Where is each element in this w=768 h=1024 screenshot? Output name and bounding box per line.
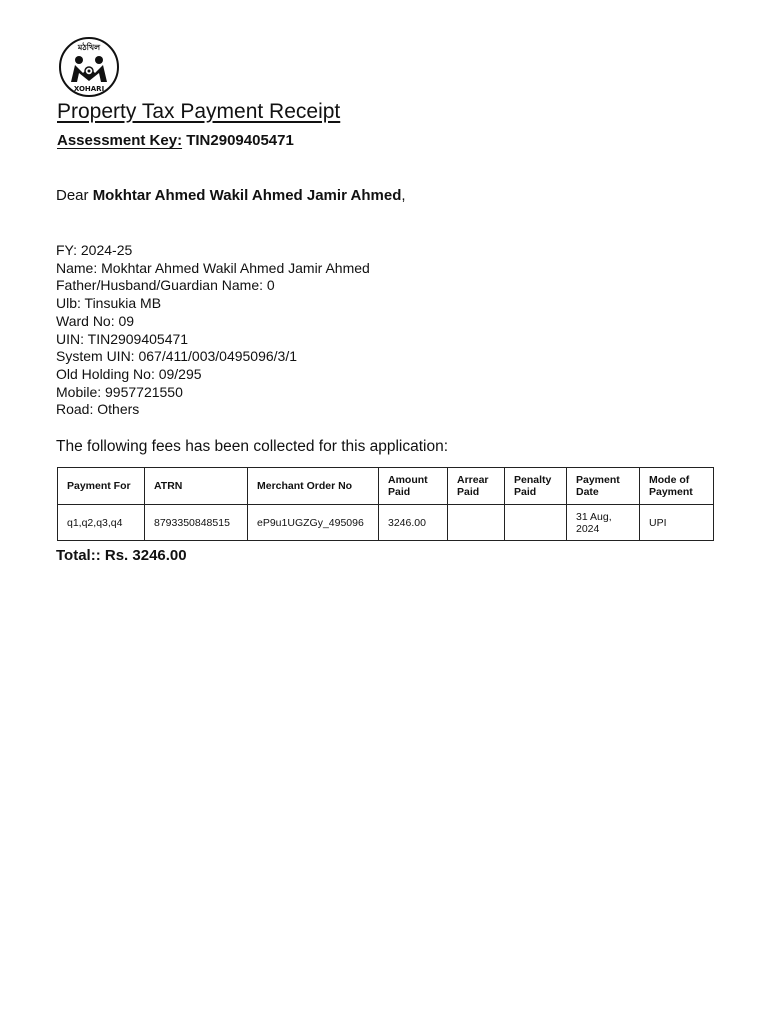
detail-old-holding: Old Holding No: 09/295 (56, 365, 202, 382)
header-arrear-paid: Arrear Paid (448, 468, 505, 505)
cell-amount-paid: 3246.00 (379, 505, 448, 541)
cell-payment-date: 31 Aug, 2024 (567, 505, 640, 541)
cell-penalty-paid (505, 505, 567, 541)
table-row (58, 505, 714, 541)
detail-system-uin: System UIN: 067/411/003/0495096/3/1 (56, 348, 298, 365)
header-payment-for: Payment For (58, 468, 145, 505)
header-penalty-paid: Penalty Paid (505, 468, 567, 505)
detail-guardian: Father/Husband/Guardian Name: 0 (56, 277, 275, 294)
greeting-name: Mokhtar Ahmed Wakil Ahmed Jamir Ahmed (92, 187, 402, 204)
header-payment-date: Payment Date (567, 468, 640, 505)
property-details (56, 242, 370, 419)
fees-intro: The following fees has been collected for this application: (56, 438, 449, 455)
assessment-key-label: Assessment Key: (57, 132, 183, 149)
detail-ward: Ward No: 09 (56, 312, 135, 329)
detail-uin: UIN: TIN2909405471 (56, 330, 189, 347)
cell-mode-of-payment: UPI (640, 505, 714, 541)
detail-fy: FY: 2024-25 (56, 242, 133, 258)
page-title: Property Tax Payment Receipt (57, 100, 341, 123)
greeting-suffix: , (401, 187, 406, 204)
greeting (56, 187, 406, 204)
header-atrn: ATRN (145, 468, 248, 505)
assessment-key-value: TIN2909405471 (182, 132, 294, 149)
detail-ulb: Ulb: Tinsukia MB (56, 295, 162, 312)
fees-table (57, 467, 714, 541)
header-mode-of-payment: Mode of Payment (640, 468, 714, 505)
table-header-row (58, 468, 714, 505)
detail-road: Road: Others (56, 401, 140, 418)
header-amount-paid: Amount Paid (379, 468, 448, 505)
header-merchant-order-no: Merchant Order No (248, 468, 379, 505)
cell-atrn: 8793350848515 (145, 505, 248, 541)
logo-script-text: মঠখিল (77, 43, 101, 52)
cell-arrear-paid (448, 505, 505, 541)
assessment-key (57, 132, 294, 149)
greeting-prefix: Dear (56, 187, 93, 204)
detail-mobile: Mobile: 9957721550 (56, 383, 183, 400)
cell-merchant-order-no: eP9u1UGZGy_495096 (248, 505, 379, 541)
total-amount: Total:: Rs. 3246.00 (56, 547, 187, 564)
xohari-logo (57, 37, 121, 97)
cell-payment-for: q1,q2,q3,q4 (58, 505, 145, 541)
logo-name-text: XOHARI (73, 85, 105, 93)
detail-name: Name: Mokhtar Ahmed Wakil Ahmed Jamir Ahmed (56, 259, 370, 276)
